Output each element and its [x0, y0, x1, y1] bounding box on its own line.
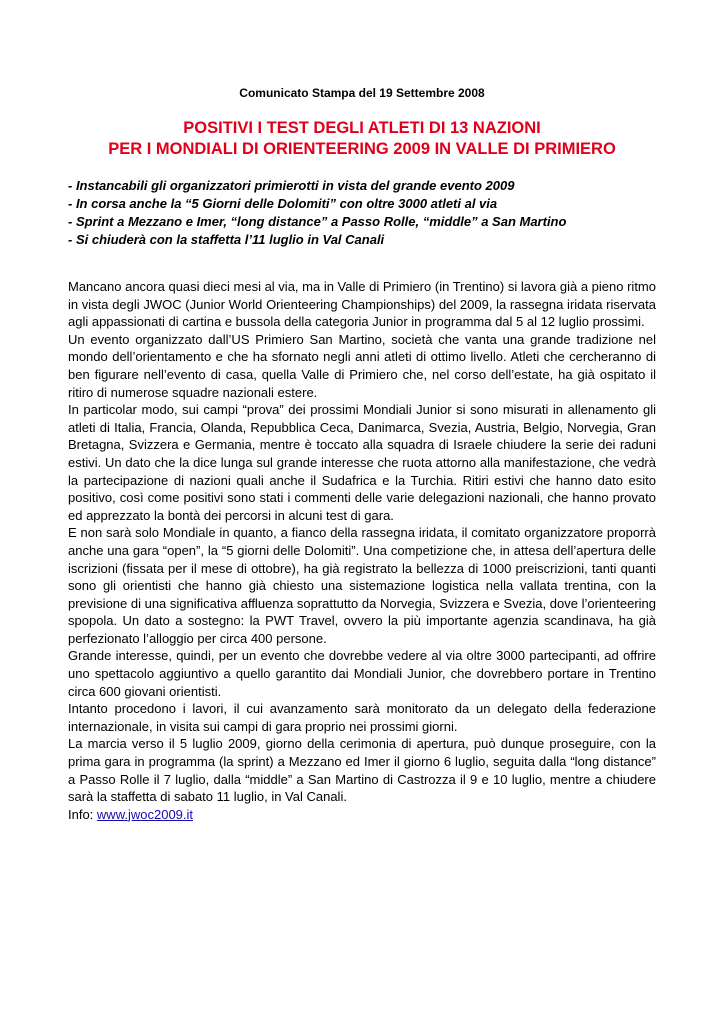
subhead-item: - In corsa anche la “5 Giorni delle Dolomiti” con oltre 3000 atleti al via — [68, 196, 498, 211]
subhead-item: - Instancabili gli organizzatori primierotti in vista del grande evento 2009 — [68, 178, 515, 193]
headline — [0, 118, 724, 160]
info-line — [68, 806, 656, 824]
subheads-list — [68, 177, 668, 249]
body-paragraph: Intanto procedono i lavori, il cui avanzamento sarà monitorato da un delegato della federazione internazionale, in visita sui campi di gara proprio nei prossimi giorni. — [68, 701, 656, 734]
body-paragraph: E non sarà solo Mondiale in quanto, a fianco della rassegna iridata, il comitato organizzatore proporrà anche una gara “open”, la “5 giorni delle Dolomiti”. Una competizione che, in attesa dell’apertura delle iscrizioni (fissata per il mese di ottobre), ha già registrato la bellezza di 1000 preiscrizioni, tanti quanti sono gli orientisti che hanno già chiesto una sistemazione logistica nella vallata trentina, con la previsione di una significativa affluenza soprattutto da Norvegia, Svizzera e Svezia, dove l’orienteering spopola. Un dato a sostegno: la PWT Travel, ovvero la più importante agenzia scandinava, ha già perfezionato l’alloggio per circa 400 persone. — [68, 525, 656, 646]
article-body — [68, 278, 656, 823]
dateline: Comunicato Stampa del 19 Settembre 2008 — [239, 86, 485, 100]
body-paragraph: La marcia verso il 5 luglio 2009, giorno della cerimonia di apertura, può dunque proseguire, con la prima gara in programma (la sprint) a Mezzano ed Imer il giorno 6 luglio, seguita dalla “long distance” a Passo Rolle il 7 luglio, dalla “middle” a San Martino di Castrozza il 9 e 10 luglio, mentre a chiudere sarà la staffetta di sabato 11 luglio, in Val Canali. — [68, 736, 656, 805]
body-paragraph: In particolar modo, sui campi “prova” dei prossimi Mondiali Junior si sono misurati in allenamento gli atleti di Italia, Francia, Olanda, Repubblica Ceca, Danimarca, Svezia, Austria, Belgio, Norvegia, Gran Bretagna, Svizzera e Germania, mentre è toccato alla squadra di Israele chiudere la serie dei raduni estivi. Un dato che la dice lunga sul grande interesse che ruota attorno alla manifestazione, che vedrà la partecipazione di nazioni quali anche il Sudafrica e la Turchia. Ritiri estivi che hanno dato esito positivo, così come positivi sono stati i commenti delle varie delegazioni nazionali, che hanno provato ed apprezzato la bontà dei percorsi in alcuni test di gara. — [68, 402, 656, 523]
body-paragraph: Grande interesse, quindi, per un evento che dovrebbe vedere al via oltre 3000 partecipanti, ad offrire uno spettacolo aggiuntivo a quello garantito dai Mondiali Junior, che dovrebbero portare in Trentino circa 600 giovani orientisti. — [68, 648, 656, 699]
subhead-item: - Si chiuderà con la staffetta l’11 luglio in Val Canali — [68, 232, 385, 247]
body-paragraph: Mancano ancora quasi dieci mesi al via, ma in Valle di Primiero (in Trentino) si lavora già a pieno ritmo in vista degli JWOC (Junior World Orienteering Championships) del 2009, la rassegna iridata riservata agli appassionati di cartina e bussola della categoria Junior in programma dal 5 al 12 luglio prossimi. — [68, 279, 656, 330]
headline-line-1: POSITIVI I TEST DEGLI ATLETI DI 13 NAZIONI — [183, 119, 541, 137]
website-link[interactable]: www.jwoc2009.it — [96, 806, 194, 822]
body-paragraph: Un evento organizzato dall’US Primiero San Martino, società che vanta una grande tradizione nel mondo dell’orientamento e che ha sfornato negli anni atleti di ottimo livello. Atleti che cercheranno di ben figurare nell’evento di casa, quella Valle di Primiero che, nel corso dell’estate, ha già ospitato il ritiro di numerose squadre nazionali estere. — [68, 331, 656, 400]
subhead-item: - Sprint a Mezzano e Imer, “long distance” a Passo Rolle, “middle” a San Martino — [68, 214, 567, 229]
info-label: Info: — [68, 806, 97, 822]
headline-line-2: PER I MONDIALI DI ORIENTEERING 2009 IN VALLE DI PRIMIERO — [108, 140, 616, 158]
